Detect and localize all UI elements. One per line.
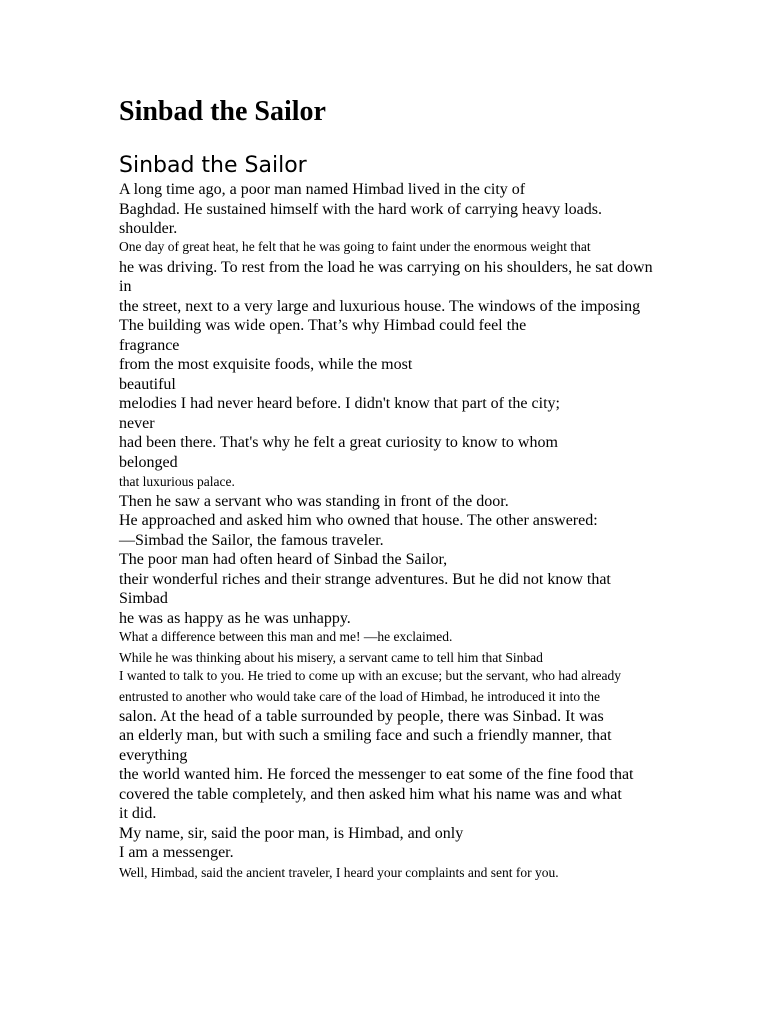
text-line: fragrance	[119, 337, 180, 354]
text-line: from the most exquisite foods, while the most	[119, 356, 413, 373]
text-line: What a difference between this man and me! —he exclaimed.	[119, 629, 453, 644]
text-line: never	[119, 415, 155, 432]
text-line: I am a messenger.	[119, 844, 234, 861]
text-line: an elderly man, but with such a smiling face and such a friendly manner, that	[119, 727, 612, 744]
text-line: Baghdad. He sustained himself with the hard work of carrying heavy loads.	[119, 201, 602, 218]
text-line: He approached and asked him who owned that house. The other answered:	[119, 512, 598, 529]
text-line: —Simbad the Sailor, the famous traveler.	[119, 532, 384, 549]
text-line: he was as happy as he was unhappy.	[119, 610, 351, 627]
text-line: entrusted to another who would take care of the load of Himbad, he introduced it into the	[119, 689, 600, 704]
text-line: While he was thinking about his misery, a servant came to tell him that Sinbad	[119, 650, 543, 665]
text-line: The building was wide open. That’s why Himbad could feel the	[119, 317, 527, 334]
text-line: A long time ago, a poor man named Himbad lived in the city of	[119, 181, 526, 198]
text-line: that luxurious palace.	[119, 474, 235, 489]
text-line: everything	[119, 747, 188, 764]
text-line: My name, sir, said the poor man, is Himbad, and only	[119, 825, 464, 842]
text-line: Well, Himbad, said the ancient traveler, I heard your complaints and sent for you.	[119, 865, 559, 880]
text-line: I wanted to talk to you. He tried to come up with an excuse; but the servant, who had already	[119, 668, 621, 683]
text-line: it did.	[119, 805, 157, 822]
text-line: he was driving. To rest from the load he was carrying on his shoulders, he sat down	[119, 259, 653, 276]
text-line: belonged	[119, 454, 178, 471]
text-line: the street, next to a very large and luxurious house. The windows of the imposing	[119, 298, 641, 315]
text-line: melodies I had never heard before. I didn't know that part of the city;	[119, 395, 560, 412]
text-line: had been there. That's why he felt a great curiosity to know to whom	[119, 434, 558, 451]
section-heading: Sinbad the Sailor	[119, 153, 307, 178]
text-line: Then he saw a servant who was standing in front of the door.	[119, 493, 509, 510]
text-line: One day of great heat, he felt that he was going to faint under the enormous weight that	[119, 239, 591, 254]
text-line: their wonderful riches and their strange adventures. But he did not know that	[119, 571, 611, 588]
text-line: beautiful	[119, 376, 176, 393]
document-title: Sinbad the Sailor	[119, 96, 326, 127]
text-line: salon. At the head of a table surrounded by people, there was Sinbad. It was	[119, 708, 604, 725]
text-line: Simbad	[119, 590, 168, 607]
text-line: in	[119, 278, 132, 295]
text-line: the world wanted him. He forced the messenger to eat some of the fine food that	[119, 766, 634, 783]
text-line: shoulder.	[119, 220, 178, 237]
text-line: covered the table completely, and then asked him what his name was and what	[119, 786, 622, 803]
text-line: The poor man had often heard of Sinbad the Sailor,	[119, 551, 448, 568]
